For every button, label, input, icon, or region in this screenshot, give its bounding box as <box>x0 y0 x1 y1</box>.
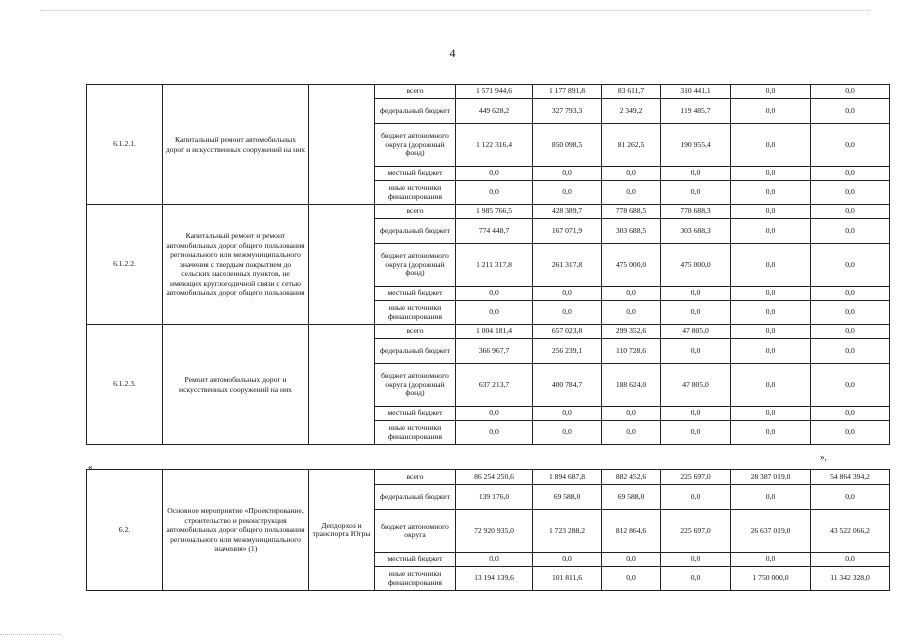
measure-code: 6.1.2.3. <box>87 325 163 445</box>
funding-source: всего <box>375 85 456 99</box>
amount-cell: 400 784,7 <box>533 364 602 407</box>
amount-cell: 0,0 <box>602 567 661 591</box>
funding-source: бюджет автономного округа (дорожный фонд) <box>375 124 456 167</box>
amount-cell: 0,0 <box>661 421 731 445</box>
amount-cell: 1 122 316,4 <box>456 124 533 167</box>
amount-cell: 0,0 <box>811 339 890 364</box>
amount-cell: 13 194 139,6 <box>456 567 533 591</box>
amount-cell: 0,0 <box>811 124 890 167</box>
amount-cell: 47 805,0 <box>661 325 731 339</box>
amount-cell: 0,0 <box>602 407 661 421</box>
amount-cell: 1 723 288,2 <box>533 510 602 553</box>
finance-table-1 <box>86 84 890 445</box>
amount-cell: 69 588,0 <box>533 485 602 510</box>
table-row <box>87 470 890 485</box>
quote-open-marker: « <box>88 462 93 472</box>
amount-cell: 0,0 <box>661 167 731 181</box>
amount-cell: 0,0 <box>602 167 661 181</box>
amount-cell: 366 967,7 <box>456 339 533 364</box>
amount-cell: 0,0 <box>731 85 811 99</box>
amount-cell: 299 352,6 <box>602 325 661 339</box>
measure-name: Капитальный ремонт и ремонт автомобильных дорог общего пользования регионального или межмуниципального значения с твердым покрытием до сельских населенных пунктов, не имеющих круглогодичной связи с сетью автомобильных дорог общего пользования <box>163 205 309 325</box>
funding-source: бюджет автономного округа <box>375 510 456 553</box>
amount-cell: 0,0 <box>811 325 890 339</box>
funding-source: местный бюджет <box>375 167 456 181</box>
amount-cell: 54 864 394,2 <box>811 470 890 485</box>
amount-cell: 0,0 <box>811 244 890 287</box>
funding-source: местный бюджет <box>375 287 456 301</box>
amount-cell: 0,0 <box>811 485 890 510</box>
amount-cell: 0,0 <box>731 407 811 421</box>
amount-cell: 225 697,0 <box>661 470 731 485</box>
amount-cell: 11 342 328,0 <box>811 567 890 591</box>
amount-cell: 850 098,5 <box>533 124 602 167</box>
funding-source: бюджет автономного округа (дорожный фонд) <box>375 244 456 287</box>
amount-cell: 0,0 <box>811 181 890 205</box>
funding-source: иные источники финансирования <box>375 421 456 445</box>
amount-cell: 0,0 <box>811 99 890 124</box>
amount-cell: 475 000,0 <box>661 244 731 287</box>
amount-cell: 0,0 <box>811 167 890 181</box>
scan-artifact-line <box>40 10 870 11</box>
measure-code: 6.2. <box>87 470 163 591</box>
amount-cell: 0,0 <box>661 287 731 301</box>
amount-cell: 0,0 <box>731 167 811 181</box>
page-number: 4 <box>449 46 456 60</box>
amount-cell: 0,0 <box>731 99 811 124</box>
measure-executor <box>309 205 375 325</box>
amount-cell: 882 452,6 <box>602 470 661 485</box>
amount-cell: 1 571 944,6 <box>456 85 533 99</box>
amount-cell: 778 688,5 <box>602 205 661 219</box>
amount-cell: 327 793,3 <box>533 99 602 124</box>
amount-cell: 2 349,2 <box>602 99 661 124</box>
amount-cell: 0,0 <box>533 181 602 205</box>
amount-cell: 0,0 <box>602 181 661 205</box>
amount-cell: 0,0 <box>533 421 602 445</box>
amount-cell: 1 750 000,0 <box>731 567 811 591</box>
measure-name: Капитальный ремонт автомобильных дорог и искусственных сооружений на них <box>163 85 309 205</box>
amount-cell: 0,0 <box>731 339 811 364</box>
measure-code: 6.1.2.2. <box>87 205 163 325</box>
amount-cell: 0,0 <box>533 287 602 301</box>
amount-cell: 0,0 <box>731 205 811 219</box>
amount-cell: 0,0 <box>731 421 811 445</box>
amount-cell: 167 071,9 <box>533 219 602 244</box>
amount-cell: 0,0 <box>811 205 890 219</box>
amount-cell: 303 688,5 <box>602 219 661 244</box>
amount-cell: 43 522 066,2 <box>811 510 890 553</box>
amount-cell: 0,0 <box>456 181 533 205</box>
funding-source: иные источники финансирования <box>375 181 456 205</box>
amount-cell: 261 317,8 <box>533 244 602 287</box>
funding-source: иные источники финансирования <box>375 301 456 325</box>
amount-cell: 1 894 687,8 <box>533 470 602 485</box>
amount-cell: 0,0 <box>811 219 890 244</box>
funding-source: всего <box>375 325 456 339</box>
funding-source: всего <box>375 470 456 485</box>
amount-cell: 0,0 <box>602 287 661 301</box>
funding-source: местный бюджет <box>375 553 456 567</box>
amount-cell: 310 441,1 <box>661 85 731 99</box>
amount-cell: 0,0 <box>811 553 890 567</box>
amount-cell: 0,0 <box>533 167 602 181</box>
scan-artifact-footer <box>0 634 60 635</box>
amount-cell: 101 811,6 <box>533 567 602 591</box>
amount-cell: 812 864,6 <box>602 510 661 553</box>
amount-cell: 0,0 <box>533 301 602 325</box>
amount-cell: 778 688,3 <box>661 205 731 219</box>
amount-cell: 0,0 <box>602 421 661 445</box>
amount-cell: 0,0 <box>456 421 533 445</box>
amount-cell: 0,0 <box>533 407 602 421</box>
quote-close-marker: », <box>820 452 827 462</box>
finance-table-2 <box>86 469 890 591</box>
amount-cell: 428 389,7 <box>533 205 602 219</box>
measure-name: Основное мероприятие «Проектирование, строительство и реконструкция автомобильных дорог общего пользования регионального или межмуниципального значения» (1) <box>163 470 309 591</box>
amount-cell: 0,0 <box>811 421 890 445</box>
amount-cell: 0,0 <box>602 301 661 325</box>
amount-cell: 0,0 <box>811 85 890 99</box>
amount-cell: 0,0 <box>811 301 890 325</box>
amount-cell: 774 448,7 <box>456 219 533 244</box>
amount-cell: 0,0 <box>456 301 533 325</box>
amount-cell: 0,0 <box>731 553 811 567</box>
amount-cell: 139 176,0 <box>456 485 533 510</box>
measure-executor: Депдорхоз и транспорта Югры <box>309 470 375 591</box>
amount-cell: 637 213,7 <box>456 364 533 407</box>
amount-cell: 0,0 <box>661 407 731 421</box>
amount-cell: 0,0 <box>731 485 811 510</box>
amount-cell: 81 262,5 <box>602 124 661 167</box>
amount-cell: 0,0 <box>533 553 602 567</box>
amount-cell: 1 177 891,8 <box>533 85 602 99</box>
amount-cell: 475 000,0 <box>602 244 661 287</box>
amount-cell: 0,0 <box>731 301 811 325</box>
amount-cell: 657 023,8 <box>533 325 602 339</box>
amount-cell: 0,0 <box>456 167 533 181</box>
amount-cell: 28 387 019,0 <box>731 470 811 485</box>
amount-cell: 47 805,0 <box>661 364 731 407</box>
amount-cell: 0,0 <box>811 364 890 407</box>
measure-executor <box>309 325 375 445</box>
amount-cell: 0,0 <box>661 301 731 325</box>
amount-cell: 0,0 <box>661 339 731 364</box>
measure-name: Ремонт автомобильных дорог и искусственных сооружений на них <box>163 325 309 445</box>
amount-cell: 449 628,2 <box>456 99 533 124</box>
amount-cell: 83 611,7 <box>602 85 661 99</box>
amount-cell: 119 485,7 <box>661 99 731 124</box>
funding-source: федеральный бюджет <box>375 219 456 244</box>
amount-cell: 0,0 <box>456 287 533 301</box>
amount-cell: 0,0 <box>456 553 533 567</box>
amount-cell: 0,0 <box>731 124 811 167</box>
amount-cell: 69 588,0 <box>602 485 661 510</box>
table-row <box>87 325 890 339</box>
amount-cell: 26 637 019,0 <box>731 510 811 553</box>
amount-cell: 86 254 250,6 <box>456 470 533 485</box>
amount-cell: 303 688,3 <box>661 219 731 244</box>
measure-executor <box>309 85 375 205</box>
funding-source: всего <box>375 205 456 219</box>
amount-cell: 0,0 <box>602 553 661 567</box>
funding-source: федеральный бюджет <box>375 339 456 364</box>
measure-code: 6.1.2.1. <box>87 85 163 205</box>
amount-cell: 0,0 <box>811 287 890 301</box>
amount-cell: 225 697,0 <box>661 510 731 553</box>
funding-source: иные источники финансирования <box>375 567 456 591</box>
amount-cell: 0,0 <box>661 485 731 510</box>
table-row <box>87 205 890 219</box>
amount-cell: 1 985 766,5 <box>456 205 533 219</box>
amount-cell: 0,0 <box>731 364 811 407</box>
amount-cell: 110 728,6 <box>602 339 661 364</box>
amount-cell: 1 004 181,4 <box>456 325 533 339</box>
amount-cell: 0,0 <box>456 407 533 421</box>
funding-source: бюджет автономного округа (дорожный фонд) <box>375 364 456 407</box>
amount-cell: 188 624,0 <box>602 364 661 407</box>
amount-cell: 0,0 <box>731 181 811 205</box>
amount-cell: 0,0 <box>731 244 811 287</box>
funding-source: федеральный бюджет <box>375 99 456 124</box>
amount-cell: 0,0 <box>661 181 731 205</box>
amount-cell: 0,0 <box>731 325 811 339</box>
amount-cell: 0,0 <box>661 567 731 591</box>
funding-source: федеральный бюджет <box>375 485 456 510</box>
amount-cell: 72 920 935,0 <box>456 510 533 553</box>
table-row <box>87 85 890 99</box>
amount-cell: 0,0 <box>661 553 731 567</box>
amount-cell: 256 239,1 <box>533 339 602 364</box>
amount-cell: 190 955,4 <box>661 124 731 167</box>
funding-source: местный бюджет <box>375 407 456 421</box>
amount-cell: 1 211 317,8 <box>456 244 533 287</box>
amount-cell: 0,0 <box>731 219 811 244</box>
amount-cell: 0,0 <box>811 407 890 421</box>
amount-cell: 0,0 <box>731 287 811 301</box>
